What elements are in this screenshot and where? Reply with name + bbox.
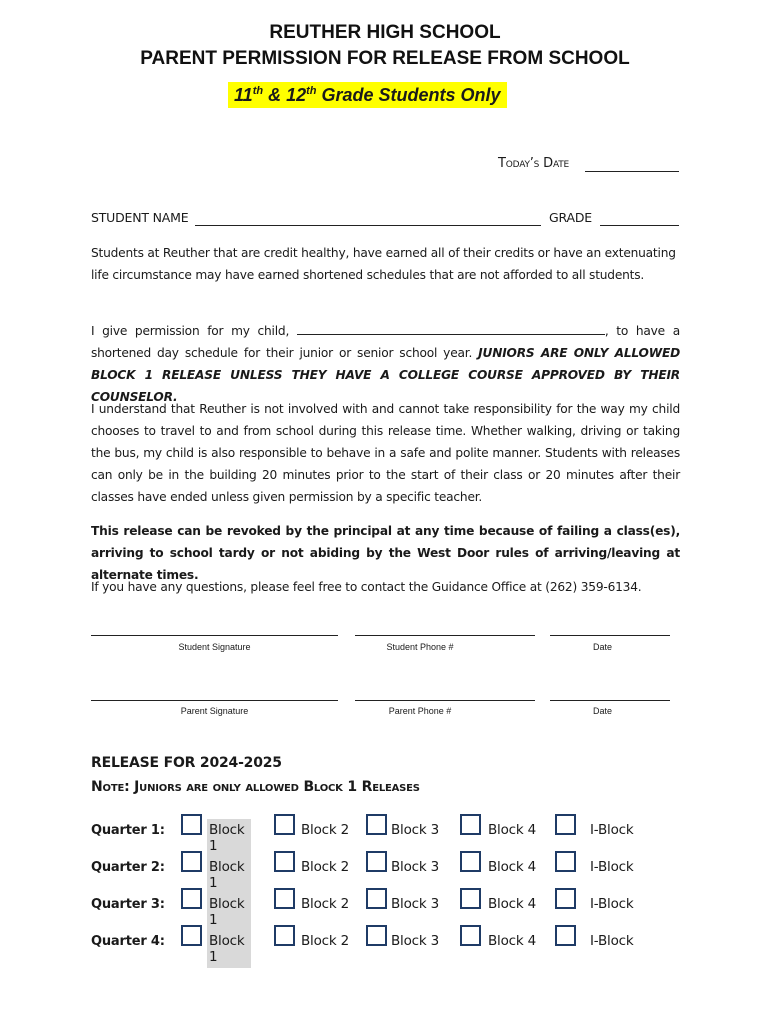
grade-text: Grade Students Only <box>316 85 501 105</box>
parent-phone-caption: Parent Phone # <box>388 706 452 716</box>
eligibility-paragraph: Students at Reuther that are credit healthy, have earned all of their credits or have an extenuating life circumstance may have earned shortened schedules that are not afforded to all students. <box>91 246 676 282</box>
quarter-2-block-4-label: Block 4 <box>488 859 536 875</box>
quarter-2-block-4-checkbox[interactable] <box>460 851 481 872</box>
revocation-paragraph: This release can be revoked by the principal at any time because of failing a class(es), arriving to school tardy or not abiding by the West Door rules of arriving/leaving at alternate times. <box>91 524 680 582</box>
quarter-4-block-4-label: Block 4 <box>488 933 536 949</box>
quarter-2-block-3-checkbox[interactable] <box>366 851 387 872</box>
quarter-3-block-2-label: Block 2 <box>301 896 349 912</box>
responsibility-paragraph: I understand that Reuther is not involved with and cannot take responsibility for the way my child chooses to travel to and from school during this release time. Whether walking, driving or taking the bus, my child is also responsible to behave in a safe and polite manner. Students with releases can only be in the building 20 minutes prior to the start of their class or 20 minutes after their classes have ended unless given permission by a specific teacher. <box>91 402 680 504</box>
quarter-1-block-1-label: Block 1 <box>207 819 251 857</box>
quarter-2-label: Quarter 2: <box>91 860 165 875</box>
permission-paragraph <box>91 320 680 408</box>
quarter-1-block-3-label: Block 3 <box>391 822 439 838</box>
quarter-3-label: Quarter 3: <box>91 897 165 912</box>
quarter-1-block-2-label: Block 2 <box>301 822 349 838</box>
quarter-3-block-4-checkbox[interactable] <box>460 888 481 909</box>
form-title: PARENT PERMISSION FOR RELEASE FROM SCHOOL <box>140 48 630 69</box>
grade-12-suffix: th <box>306 85 317 97</box>
quarter-3-block-1-label: Block 1 <box>207 893 251 931</box>
parent-signature-line[interactable] <box>91 700 338 701</box>
quarter-4-block-4-checkbox[interactable] <box>460 925 481 946</box>
quarter-4-block-5-checkbox[interactable] <box>555 925 576 946</box>
release-heading: RELEASE FOR 2024-2025 <box>91 755 282 771</box>
quarter-4-label: Quarter 4: <box>91 934 165 949</box>
student-phone-caption: Student Phone # <box>386 642 454 652</box>
parent-signature-caption: Parent Signature <box>180 706 249 716</box>
grade-11: 11 <box>234 85 253 105</box>
quarter-2-block-2-checkbox[interactable] <box>274 851 295 872</box>
quarter-1-block-3-checkbox[interactable] <box>366 814 387 835</box>
quarter-1-label: Quarter 1: <box>91 823 165 838</box>
quarter-3-block-5-label: I-Block <box>590 896 634 912</box>
quarter-2-block-1-label: Block 1 <box>207 856 251 894</box>
quarter-1-block-2-checkbox[interactable] <box>274 814 295 835</box>
contact-paragraph: If you have any questions, please feel free to contact the Guidance Office at (262) 359-6134. <box>91 580 642 594</box>
quarter-2-block-1-checkbox[interactable] <box>181 851 202 872</box>
quarter-2-block-2-label: Block 2 <box>301 859 349 875</box>
grade-ampersand: & <box>263 85 287 105</box>
child-name-field[interactable] <box>297 321 605 335</box>
quarter-2-block-5-checkbox[interactable] <box>555 851 576 872</box>
student-name-field[interactable] <box>195 225 541 226</box>
todays-date-field[interactable] <box>585 171 679 172</box>
quarter-4-block-2-checkbox[interactable] <box>274 925 295 946</box>
quarter-2-block-5-label: I-Block <box>590 859 634 875</box>
student-name-label: STUDENT NAME <box>91 210 189 225</box>
student-signature-caption: Student Signature <box>178 642 251 652</box>
quarter-1-block-5-label: I-Block <box>590 822 634 838</box>
quarter-3-block-3-label: Block 3 <box>391 896 439 912</box>
school-name: REUTHER HIGH SCHOOL <box>269 22 501 43</box>
quarter-3-block-4-label: Block 4 <box>488 896 536 912</box>
grade-restriction-banner <box>228 82 507 108</box>
quarter-3-block-3-checkbox[interactable] <box>366 888 387 909</box>
parent-phone-line[interactable] <box>355 700 535 701</box>
student-date-line[interactable] <box>550 635 670 636</box>
quarter-3-block-2-checkbox[interactable] <box>274 888 295 909</box>
permission-text-start: I give permission for my child, <box>91 324 290 338</box>
quarter-4-block-5-label: I-Block <box>590 933 634 949</box>
parent-date-caption: Date <box>592 706 612 716</box>
quarter-4-block-2-label: Block 2 <box>301 933 349 949</box>
grade-field[interactable] <box>600 225 679 226</box>
student-date-caption: Date <box>592 642 612 652</box>
quarter-1-block-4-checkbox[interactable] <box>460 814 481 835</box>
todays-date-label: Today’s Date <box>498 156 569 171</box>
permission-text-end: , to have a shortened day schedule for their junior or senior school year. <box>91 324 680 360</box>
grade-label: GRADE <box>549 210 592 225</box>
quarter-4-block-3-label: Block 3 <box>391 933 439 949</box>
quarter-2-block-3-label: Block 3 <box>391 859 439 875</box>
quarter-1-block-4-label: Block 4 <box>488 822 536 838</box>
quarter-1-block-5-checkbox[interactable] <box>555 814 576 835</box>
quarter-4-block-1-label: Block 1 <box>207 930 251 968</box>
grade-11-suffix: th <box>252 85 264 97</box>
quarter-4-block-3-checkbox[interactable] <box>366 925 387 946</box>
parent-date-line[interactable] <box>550 700 670 701</box>
student-signature-line[interactable] <box>91 635 338 636</box>
juniors-restriction-note: JUNIORS ARE ONLY ALLOWED BLOCK 1 RELEASE UNLESS THEY HAVE A COLLEGE COURSE APPROVED BY THEIR COUNSELOR. <box>91 346 680 404</box>
student-phone-line[interactable] <box>355 635 535 636</box>
quarter-3-block-1-checkbox[interactable] <box>181 888 202 909</box>
quarter-3-block-5-checkbox[interactable] <box>555 888 576 909</box>
release-note: Note: Juniors are only allowed Block 1 Releases <box>91 779 420 795</box>
grade-12: 12 <box>286 85 307 105</box>
quarter-1-block-1-checkbox[interactable] <box>181 814 202 835</box>
quarter-4-block-1-checkbox[interactable] <box>181 925 202 946</box>
